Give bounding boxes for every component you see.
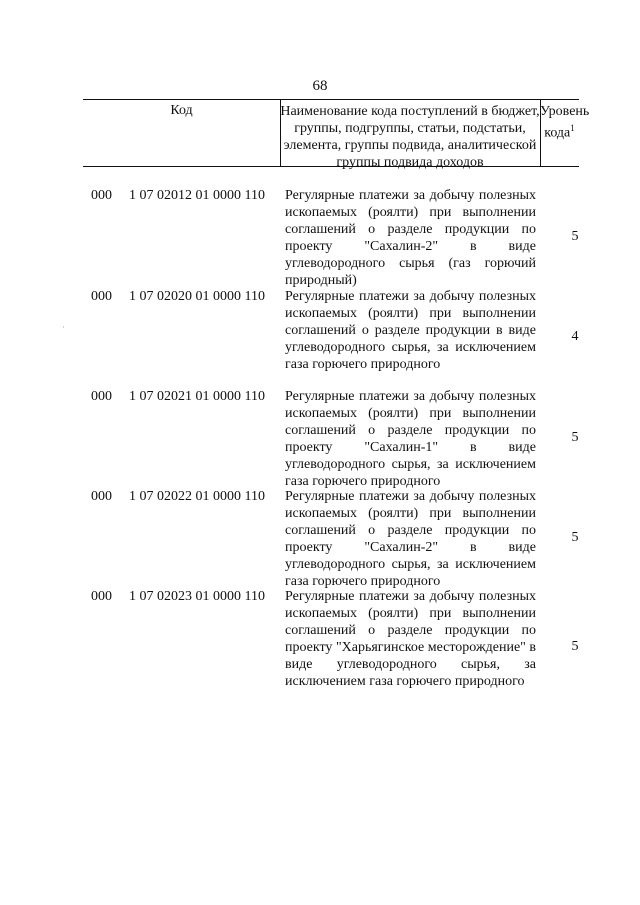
income-code: 1 07 02020 01 0000 110 (129, 289, 265, 304)
admin-code: 000 (91, 289, 112, 304)
header-level (540, 103, 590, 142)
income-name: Регулярные платежи за добычу полезных ископаемых (роялти) при выполнении соглашений о разделе продукции по проекту "Харьягинское месторождение" в виде углеводородного сырья, за исключением газа горючего природного (285, 589, 536, 689)
code-level: 5 (571, 430, 579, 445)
code-level: 5 (571, 229, 579, 244)
scan-mark: · (62, 322, 65, 332)
income-name: Регулярные платежи за добычу полезных ископаемых (роялти) при выполнении соглашений о разделе продукции в виде углеводородного сырья, за исключением газа горючего природного (285, 289, 536, 372)
admin-code: 000 (91, 489, 112, 504)
code-level: 5 (571, 530, 579, 545)
income-code: 1 07 02021 01 0000 110 (129, 389, 265, 404)
income-name: Регулярные платежи за добычу полезных ископаемых (роялти) при выполнении соглашений о разделе продукции по проекту "Сахалин-2" в виде углеводородного сырья (газ горючий природный) (285, 188, 536, 288)
admin-code: 000 (91, 589, 112, 604)
code-level: 4 (571, 329, 579, 344)
income-name: Регулярные платежи за добычу полезных ископаемых (роялти) при выполнении соглашений о разделе продукции по проекту "Сахалин-1" в виде углеводородного сырья, за исключением газа горючего природного (285, 389, 536, 489)
page-number: 68 (312, 78, 328, 94)
income-code: 1 07 02012 01 0000 110 (129, 188, 265, 203)
header-level-label: Уровень кода (540, 104, 590, 141)
admin-code: 000 (91, 389, 112, 404)
income-name: Регулярные платежи за добычу полезных ископаемых (роялти) при выполнении соглашений о разделе продукции по проекту "Сахалин-2" в виде углеводородного сырья, за исключением газа горючего природного (285, 489, 536, 589)
code-level: 5 (571, 639, 579, 654)
header-level-footnote: 1 (570, 123, 575, 133)
income-code: 1 07 02023 01 0000 110 (129, 589, 265, 604)
income-code: 1 07 02022 01 0000 110 (129, 489, 265, 504)
header-code: Код (170, 103, 193, 118)
admin-code: 000 (91, 188, 112, 203)
table-header (83, 99, 590, 170)
header-name: Наименование кода поступлений в бюджет, группы, подгруппы, статьи, подстатьи, элемента, группы подвида, аналитической группы подвида доходов (280, 104, 540, 170)
